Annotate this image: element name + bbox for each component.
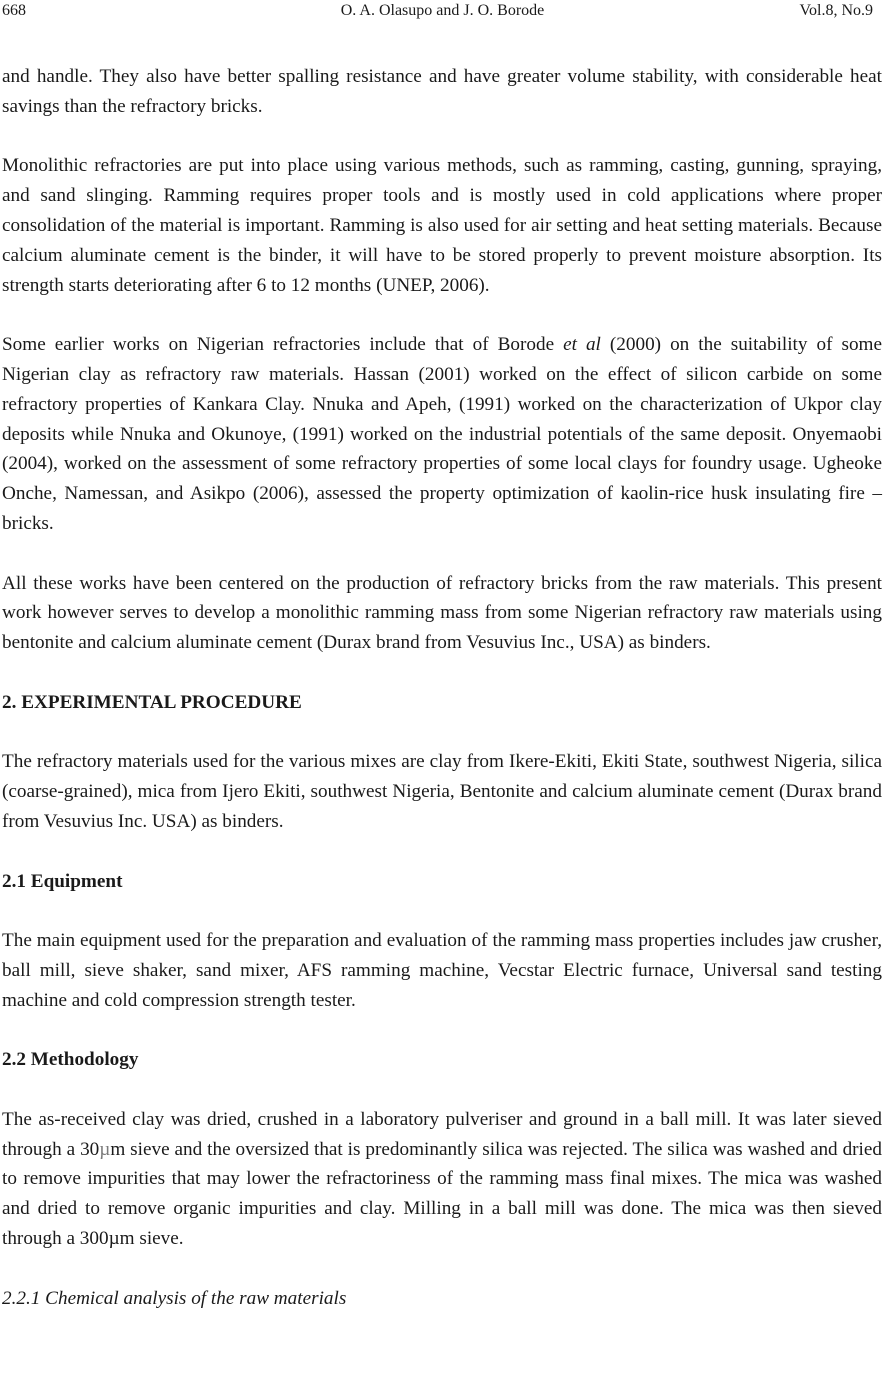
et-al-italic: et al bbox=[563, 334, 601, 356]
methodology-text-end: m sieve and the oversized that is predominantly silica was rejected. The silica was washed and dried to remove impurities that may lower the refractoriness of the ramming mass final mixes. The mica was washed and dried to remove organic impurities and clay. Milling in a ball mill was done. The mica was then sieved through a 300µm sieve. bbox=[2, 1138, 883, 1250]
paragraph-equipment: The main equipment used for the preparation and evaluation of the ramming mass properties includes jaw crusher, ball mill, sieve shaker, sand mixer, AFS ramming machine, Vecstar Electric furnace, Universal sand testing machine and cold compression strength tester. bbox=[2, 930, 882, 1011]
methodology-text-start: The as-received clay was dried, crushed in a laboratory pulveriser and ground in a ball mill. It was later sieved through a 30 bbox=[2, 1108, 882, 1160]
paragraph-present-work: All these works have been centered on the production of refractory bricks from the raw materials. This present work however serves to develop a monolithic ramming mass from some Nigerian refractory raw materials using bentonite and calcium aluminate cement (Durax brand from Vesuvius Inc., USA) as binders. bbox=[2, 572, 882, 654]
earlier-works-text-start: Some earlier works on Nigerian refractories include that of Borode bbox=[2, 334, 564, 356]
running-authors: O. A. Olasupo and J. O. Borode bbox=[340, 2, 545, 19]
paragraph-monolithic-methods: Monolithic refractories are put into place using various methods, such as ramming, casting, gunning, spraying, and sand slinging. Ramming requires proper tools and is mostly used in cold applications where proper consolidation of the material is important. Ramming is also used for air setting and heat setting materials. Because calcium aluminate cement is the binder, it will have to be stored properly to prevent moisture absorption. Its strength starts deteriorating after 6 to 12 months (UNEP, 2006). bbox=[2, 155, 882, 296]
subsubsection-heading-chemical-analysis: 2.2.1 Chemical analysis of the raw materials bbox=[2, 1287, 347, 1309]
micro-symbol: µ bbox=[99, 1138, 111, 1160]
earlier-works-text-end: (2000) on the suitability of some Nigerian clay as refractory raw materials. Hassan (2001) worked on the effect of silicon carbide on some refractory properties of Kankara Clay. Nnuka and Apeh, (1991) worked on the characterization of Ukpor clay deposits while Nnuka and Okunoye, (1991) worked on the industrial potentials of the same deposit. Onyemaobi (2004), worked on the assessment of some refractory properties of some local clays for foundry usage. Ugheoke Onche, Namessan, and Asikpo (2006), assessed the property optimization of kaolin-rice husk insulating fire – bricks. bbox=[2, 334, 882, 534]
subsection-heading-methodology: 2.2 Methodology bbox=[2, 1049, 139, 1071]
volume-issue: Vol.8, No.9 bbox=[799, 2, 873, 19]
page-body bbox=[2, 62, 882, 1313]
section-heading-experimental: 2. EXPERIMENTAL PROCEDURE bbox=[2, 691, 302, 713]
paragraph-methodology bbox=[2, 1105, 882, 1254]
paragraph-earlier-works bbox=[2, 330, 882, 539]
page-number: 668 bbox=[2, 2, 26, 19]
paragraph-continuation: and handle. They also have better spalling resistance and have greater volume stability, with considerable heat savings than the refractory bricks. bbox=[2, 66, 882, 117]
subsection-heading-equipment: 2.1 Equipment bbox=[2, 870, 123, 892]
paragraph-materials: The refractory materials used for the various mixes are clay from Ikere-Ekiti, Ekiti State, southwest Nigeria, silica (coarse-grained), mica from Ijero Ekiti, southwest Nigeria, Bentonite and calcium aluminate cement (Durax brand from Vesuvius Inc. USA) as binders. bbox=[2, 751, 882, 832]
page-header bbox=[0, 0, 885, 22]
